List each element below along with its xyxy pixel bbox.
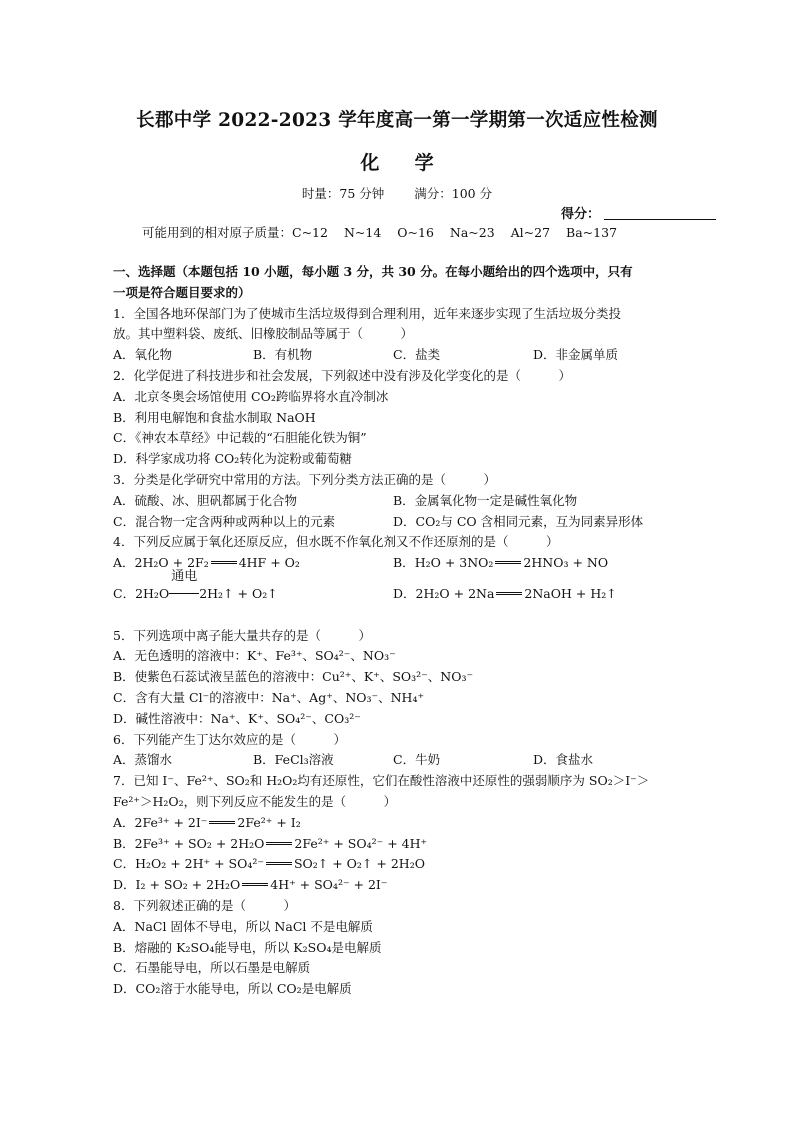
option-c: C．盐类 — [393, 347, 441, 363]
option-c: C．含有大量 Cl⁻的溶液中：Na⁺、Ag⁺、NO₃⁻、NH₄⁺ — [113, 689, 425, 705]
subject-title — [0, 148, 794, 175]
option-a: A．无色透明的溶液中：K⁺、Fe³⁺、SO₄²⁻、NO₃⁻ — [113, 648, 396, 664]
equals-sign — [211, 561, 237, 564]
option-a: A．北京冬奥会场馆使用 CO₂跨临界将水直冷制冰 — [113, 388, 389, 404]
option-a: A．硫酸、冰、胆矾都属于化合物 — [113, 492, 298, 508]
question-3 — [113, 470, 683, 532]
option-a: A．NaCl 固体不导电，所以 NaCl 不是电解质 — [113, 918, 373, 934]
option-b: B．金属氧化物一定是碱性氧化物 — [393, 492, 578, 508]
question-stem-cont: 放。其中塑料袋、废纸、旧橡胶制品等属于（ ） — [113, 326, 414, 342]
masses-label: 可能用到的相对原子质量： — [142, 225, 293, 240]
mass-item: N~14 — [343, 225, 382, 240]
section-heading-cont: 一项是符合题目要求的） — [113, 284, 251, 300]
option-b: B．利用电解饱和食盐水制取 NaOH — [113, 409, 316, 425]
options-row — [113, 345, 683, 366]
equation-left: 2H₂O + 2F₂ — [134, 555, 209, 571]
option-a — [113, 553, 393, 574]
option-d: D．CO₂与 CO 含相同元素，互为同素异形体 — [393, 513, 644, 529]
option-label: A． — [113, 555, 135, 571]
option-a: A．蒸馏水 — [113, 752, 173, 768]
options-row — [113, 568, 683, 605]
option-d: D．食盐水 — [533, 752, 594, 768]
exam-title: 长郡中学 2022-2023 学年度高一第一学期第一次适应性检测 — [136, 110, 658, 131]
question-stem: 1．全国各地环保部门为了使城市生活垃圾得到合理利用，近年来逐步实现了生活垃圾分类投 — [113, 305, 621, 321]
equals-sign — [242, 883, 268, 886]
question-stem: 8．下列叙述正确的是（ ） — [113, 897, 296, 913]
equals-sign — [495, 561, 521, 564]
electrolysis-arrow — [169, 568, 199, 605]
score-blank[interactable] — [604, 207, 716, 220]
option-c: C．牛奶 — [393, 752, 441, 768]
mass-item: Ba~137 — [566, 225, 618, 240]
option-b: B．使紫色石蕊试液呈蓝色的溶液中：Cu²⁺、K⁺、SO₃²⁻、NO₃⁻ — [113, 669, 474, 685]
question-2 — [113, 366, 683, 470]
question-stem: 5．下列选项中离子能大量共存的是（ ） — [113, 627, 371, 643]
question-stem: 6．下列能产生丁达尔效应的是（ ） — [113, 731, 346, 747]
option-d: D．碱性溶液中：Na⁺、K⁺、SO₄²⁻、CO₃²⁻ — [113, 710, 361, 726]
question-list — [113, 262, 683, 1000]
options-row — [113, 491, 683, 512]
equation-left: 2H₂O — [135, 585, 170, 601]
equals-sign — [496, 592, 522, 595]
question-stem: 4．下列反应属于氧化还原反应，但水既不作氧化剂又不作还原剂的是（ ） — [113, 534, 559, 550]
option-b: B．2Fe³⁺ + SO₂ + 2H₂O 2Fe²⁺ + SO₄²⁻ + 4H⁺ — [113, 835, 428, 851]
mass-item: C~12 — [292, 225, 328, 240]
option-label: B． — [393, 555, 415, 571]
mass-item: Al~27 — [510, 225, 551, 240]
equation-right: 2H₂↑ + O₂↑ — [199, 585, 278, 601]
option-c: C．混合物一定含两种或两种以上的元素 — [113, 513, 336, 529]
option-d: D．CO₂溶于水能导电，所以 CO₂是电解质 — [113, 981, 352, 997]
full-score: 满分：100 分 — [414, 186, 493, 201]
option-d: D．I₂ + SO₂ + 2H₂O 4H⁺ + SO₄²⁻ + 2I⁻ — [113, 877, 388, 893]
atomic-masses — [142, 223, 617, 241]
option-a: A．氧化物 — [113, 347, 173, 363]
question-7 — [113, 771, 683, 896]
equals-sign — [266, 842, 292, 845]
equals-sign — [209, 821, 235, 824]
question-stem-cont: Fe²⁺＞H₂O₂，则下列反应不能发生的是（ ） — [113, 793, 397, 809]
equals-sign — [266, 862, 292, 865]
option-c: C．H₂O₂ + 2H⁺ + SO₄²⁻ SO₂↑ + O₂↑ + 2H₂O — [113, 856, 425, 872]
equation-left: 2H₂O + 2Na — [415, 585, 495, 601]
mass-item: O~16 — [397, 225, 434, 240]
exam-meta — [0, 184, 794, 202]
question-4 — [113, 532, 683, 604]
option-c: C．《神农本草经》中记载的“石胆能化铁为铜” — [113, 430, 367, 446]
reaction-condition: 通电 — [171, 568, 198, 584]
question-6 — [113, 730, 683, 772]
equation-right: 4HF + O₂ — [238, 555, 300, 571]
question-1 — [113, 304, 683, 366]
option-d: D．科学家成功将 CO₂转化为淀粉或葡萄糖 — [113, 451, 352, 467]
option-d: D．非金属单质 — [533, 347, 619, 363]
subject-char-1: 化 — [360, 152, 380, 174]
equation-left: H₂O + 3NO₂ — [414, 555, 494, 571]
option-b: B．熔融的 K₂SO₄能导电，所以 K₂SO₄是电解质 — [113, 939, 382, 955]
time-limit: 时量：75 分钟 — [301, 186, 385, 201]
option-c — [113, 568, 393, 605]
subject-char-2: 学 — [414, 152, 434, 174]
options-row — [113, 512, 683, 533]
option-b — [393, 553, 673, 574]
question-stem: 7．已知 I⁻、Fe²⁺、SO₂和 H₂O₂均有还原性，它们在酸性溶液中还原性的强弱顺序为 SO₂＞I⁻＞ — [113, 773, 650, 789]
option-c: C．石墨能导电，所以石墨是电解质 — [113, 960, 311, 976]
option-label: C． — [113, 585, 136, 601]
question-5 — [113, 626, 683, 730]
option-a: A．2Fe³⁺ + 2I⁻ 2Fe²⁺ + I₂ — [113, 814, 301, 830]
option-b: B．有机物 — [253, 347, 313, 363]
option-b: B．FeCl₃溶液 — [253, 752, 334, 768]
options-row — [113, 750, 683, 771]
question-stem: 2．化学促进了科技进步和社会发展，下列叙述中没有涉及化学变化的是（ ） — [113, 367, 571, 383]
score-label: 得分： — [561, 207, 601, 222]
score-field — [561, 203, 716, 222]
question-8 — [113, 896, 683, 1000]
question-stem: 3．分类是化学研究中常用的方法。下列分类方法正确的是（ ） — [113, 471, 496, 487]
option-d — [393, 584, 673, 605]
section-heading: 一、选择题（本题包括 10 小题，每小题 3 分，共 30 分。在每小题给出的四个选项中，只有 — [113, 264, 633, 279]
equation-right: 2NaOH + H₂↑ — [524, 585, 617, 601]
option-label: D． — [393, 585, 416, 601]
equation-right: 2HNO₃ + NO — [523, 555, 609, 571]
mass-item: Na~23 — [449, 225, 495, 240]
